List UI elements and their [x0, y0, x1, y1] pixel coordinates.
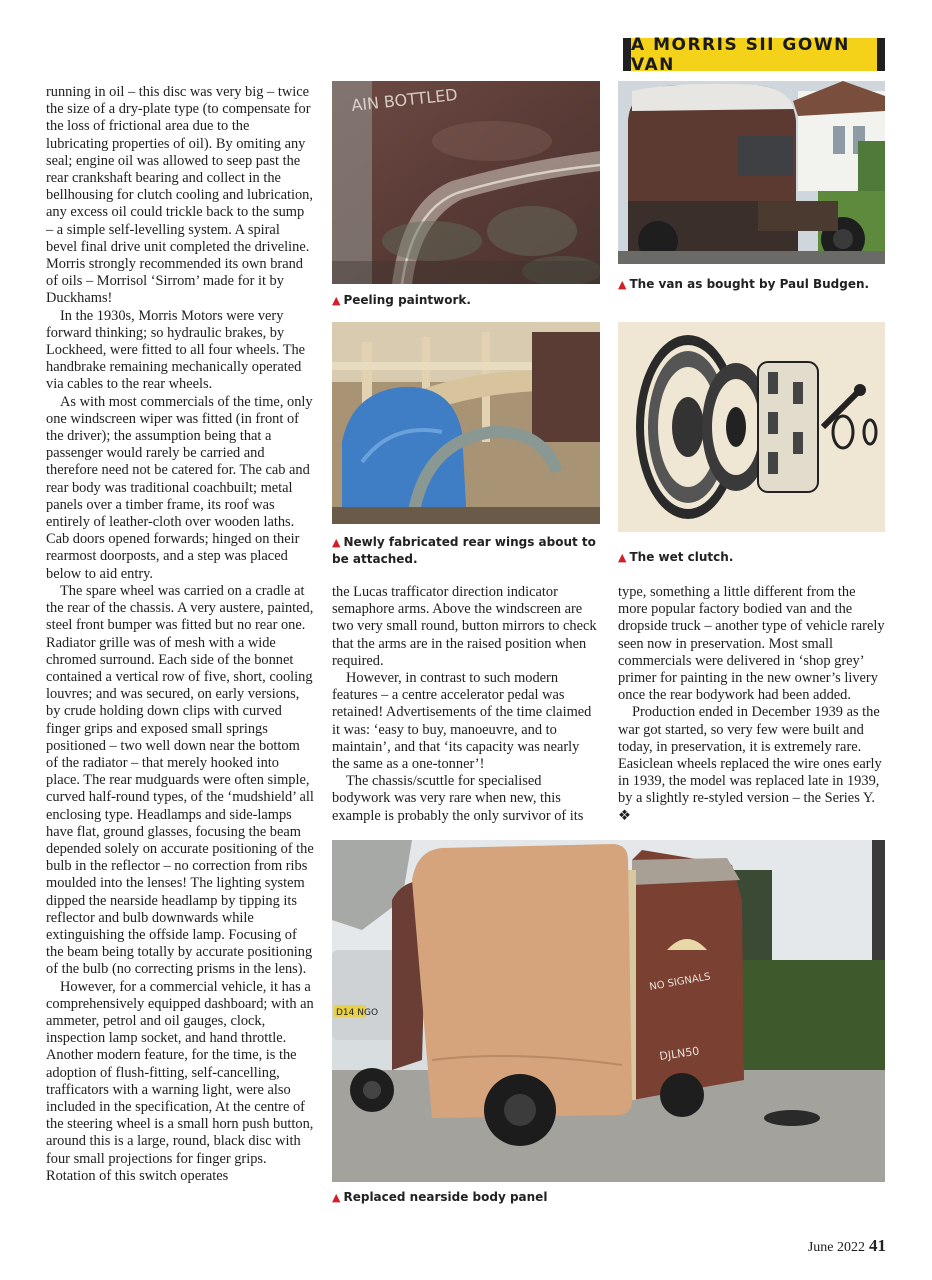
caption-rear-wings: [332, 534, 600, 567]
caption-wet-clutch: [618, 549, 885, 566]
caption-marker-icon: ▲: [332, 536, 341, 549]
caption-marker-icon: ▲: [332, 1191, 341, 1204]
body-scrawl: NO SIGNALS: [648, 971, 712, 993]
photo-van-as-bought: [618, 81, 885, 264]
article-column-2: [332, 584, 600, 825]
sign-lettering: AIN BOTTLED: [350, 84, 459, 115]
page-footer: [808, 1236, 886, 1256]
photo-replaced-nearside-panel: [332, 840, 885, 1182]
photo-peeling-paintwork: [332, 81, 600, 284]
caption-marker-icon: ▲: [618, 551, 627, 564]
paragraph: The spare wheel was carried on a cradle at the rear of the chassis. A very austere, painted, steel front bumper was fitted but no rear one. Radiator grille was of mesh with a wide chromed surround. Each side of the bonnet contained a vertical row of five, short, cooling louvres; and was secured, on early versions, by crude holding down clips with curved finger grips and exposed small springs positioned – two well down near the bottom of the radiator – that merely hooked into place. The rear mudguards were often simple, curved half-round types, of the ‘mudshield’ all enclosing type. Headlamps and side-lamps have flat, ground glasses, focusing the beam depended solely on accurate positioning of the bulb in the reflector – no correction from ribs moulded into the lenses! The lighting system dipped the nearside headlamp by tipping its reflector and bulb downwards while extinguishing the offside lamp. Focusing of the beam being totally by accurate positioning of the bulb (no correcting prisms in the lens).: [46, 582, 314, 978]
caption-peeling: [332, 292, 600, 309]
section-banner: [623, 34, 885, 75]
illustration-wet-clutch: [618, 322, 885, 532]
caption-text: Peeling paintwork.: [343, 293, 471, 307]
paragraph: As with most commercials of the time, only one windscreen wiper was fitted (in front of the driver); the assumption being that a passenger would rarely be carried and therefore need not be catered for. The cab and rear body was traditional coachbuilt; metal panels over a timber frame, its roof was entirely of leather-cloth over wooden laths. Cab doors opened forwards; hinged on their rearmost doorposts, and a step was placed below to aid entry.: [46, 393, 313, 582]
caption-marker-icon: ▲: [332, 294, 341, 307]
caption-text: Newly fabricated rear wings about to be attached.: [332, 535, 596, 566]
article-column-1: [46, 84, 314, 1185]
caption-text: The van as bought by Paul Budgen.: [629, 277, 870, 291]
licence-plate: D14 NGO: [336, 1008, 379, 1018]
issue-date: June 2022: [807, 1240, 865, 1255]
paragraph: Production ended in December 1939 as the war got started, so very few were built and today, in preservation, it is extremely rare. Easiclean wheels replaced the wire ones early in 1939, the model was replaced late in 1939, by a slightly re-styled version – the Series Y. ❖: [618, 704, 882, 824]
rear-registration: DJLN50: [658, 1044, 701, 1063]
caption-marker-icon: ▲: [618, 278, 627, 291]
caption-nearside: [332, 1189, 885, 1206]
caption-text: The wet clutch.: [629, 550, 734, 564]
paragraph: In the 1930s, Morris Motors were very forward thinking; so hydraulic brakes, by Lockheed, were fitted to all four wheels. The handbrake remaining mechanically operated via cables to the rear wheels.: [46, 307, 306, 393]
photo-rear-wings: [332, 322, 600, 524]
paragraph: running in oil – this disc was very big – twice the size of a dry-plate type (to compensate for the loss of frictional area due to the lubricating properties of oil). By omiting any seal; engine oil was allowed to seep past the rear crankshaft bearing and collect in the bellhousing for clutch cooling and lubrication, any excess oil could trickle back to the sump – a simple self-levelling system. A spiral bevel final drive unit completed the driveline. Morris strongly recommended its own brand of oils – Morrisol ‘Sirrom’ made for it by Duckhams!: [46, 84, 313, 307]
section-title: A MORRIS SII GOWN VAN: [631, 38, 877, 71]
paragraph: However, in contrast to such modern features – a centre accelerator pedal was retained! Advertisements of the time claimed it was: ‘easy to buy, manoeuvre, and to maintain’, and that ‘its capacity was nearly the same as a one-tonner’!: [332, 670, 592, 773]
paragraph: The chassis/scuttle for specialised bodywork was very rare when new, this example is probably the only survivor of its: [332, 773, 584, 824]
article-column-3: [618, 584, 886, 825]
caption-van-bought: [618, 276, 885, 293]
paragraph: However, for a commercial vehicle, it has a comprehensively equipped dashboard; with an ammeter, petrol and oil gauges, clock, inspection lamp socket, and hand throttle. Another modern feature, for the time, is the adoption of flush-fitting, self-cancelling, trafficators with a warning light, were also included in the specification, At the centre of the steering wheel is a small horn push button, around this is a large, round, black disc with four small projections for finger grips. Rotation of this switch operates: [46, 978, 314, 1184]
page-number: 41: [869, 1236, 886, 1255]
paragraph: the Lucas trafficator direction indicator semaphore arms. Above the windscreen are two very small round, button mirrors to check that the arms are in the raised position when required.: [332, 584, 597, 669]
caption-text: Replaced nearside body panel: [343, 1190, 548, 1204]
paragraph: type, something a little different from the more popular factory bodied van and the dropside truck – another type of vehicle rarely seen now in preservation. Most small commercials were delivered in ‘shop grey’ primer for painting in the new owner’s livery once the rear bodywork had been added.: [618, 584, 885, 704]
